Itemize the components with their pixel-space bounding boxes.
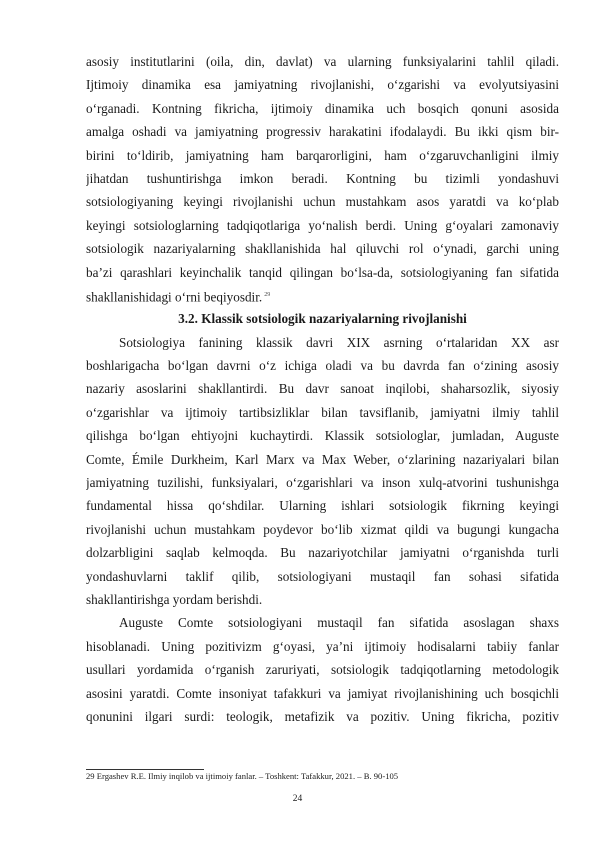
text-line: keyingi sotsiologlarning tadqiqotlariga yoʻnalish berdi. Uning gʻoyalari zamonaviy — [86, 217, 559, 233]
page-body — [86, 50, 559, 728]
text-line: jihatdan tushuntirishga imkon beradi. Kontning bu tizimli yondashuvi — [86, 170, 559, 186]
text-line: Auguste Comte sotsiologiyani mustaqil fan sifatida asoslagan shaxs — [119, 615, 559, 631]
text-line: dolzarbligini saqlab kelmoqda. Bu nazariyotchilar jamiyatni oʻrganishda turli — [86, 545, 559, 561]
text-line: asosini yaratdi. Comte insoniyat tafakkuri va jamiyat rivojlanishining uch bosqichli — [86, 685, 559, 701]
paragraph-3 — [86, 611, 559, 728]
text-line: asosiy institutlarini (oila, din, davlat) va ularning funksiyalarini tahlil qiladi. — [86, 54, 559, 69]
footnote-reference[interactable]: 29 — [264, 291, 271, 298]
footnote: 29 Ergashev R.E. Ilmiy inqilob va ijtimoiy fanlar. – Toshkent: Tafakkur, 2021. – B. 90-105 — [86, 771, 399, 781]
text-line: oʻzgarishlar va ijtimoiy tartibsizliklar bilan tavsiflanib, jamiyatni ilmiy tahlil — [86, 404, 559, 420]
page-number: 24 — [292, 794, 303, 804]
text-line: rivojlanishi uchun mustahkam poydevor boʻlib xizmat qildi va bugungi kungacha — [86, 521, 559, 537]
text-line: baʼzi qarashlari keyinchalik tanqid qilingan boʻlsa-da, sotsiologiyaning fan sifatida — [86, 264, 559, 280]
text-line: boshlarigacha boʻlgan davrni oʻz ichiga oladi va bu davrda fan oʻzining asosiy — [86, 358, 559, 374]
text-line: qonunini ilgari surdi: teologik, metafizik va pozitiv. Uning fikricha, pozitiv — [86, 708, 559, 724]
text-line: birini toʻldirib, jamiyatning ham barqarorligini, ham oʻzgaruvchanligini ilmiy — [86, 147, 559, 163]
text-line: qilishga boʻlgan ehtiyojni kuchaytirdi. Klassik sotsiologlar, jumladan, Auguste — [86, 428, 559, 444]
text-line: shakllantirishga yordam berishdi. — [86, 591, 263, 607]
text-line: sotsiologiyaning keyingi rivojlanishi uchun mustahkam asos yaratdi va koʻplab — [86, 194, 559, 210]
text-line: fundamental hissa qoʻshdilar. Ularning ishlari sotsiologik fikrning keyingi — [86, 498, 559, 514]
text-line: jamiyatning tuzilishi, funksiyalari, oʻzgarishlari va inson xulq-atvorini tushunishga — [86, 475, 559, 491]
text-line: yondashuvlarni taklif qilib, sotsiologiyani mustaqil fan sohasi sifatida — [86, 568, 559, 584]
paragraph-1 — [86, 50, 559, 307]
text-line: sotsiologik nazariyalarning shakllanishida hal qiluvchi rol oʻynadi, garchi uning — [86, 241, 559, 257]
text-line: nazariy asoslarini shakllantirdi. Bu davr sanoat inqilobi, shaharsozlik, siyosiy — [86, 381, 559, 397]
paragraph-2 — [86, 331, 559, 612]
text-line: Ijtimoiy dinamika esa jamiyatning rivojlanishi, oʻzgarishi va evolyutsiyasini — [86, 77, 559, 93]
footnote-divider — [86, 769, 204, 770]
text-fragment: shakllanishidagi oʻrni beqiyosdir. — [86, 289, 263, 305]
section-heading: 3.2. Klassik sotsiologik nazariyalarning rivojlanishi — [178, 311, 467, 327]
text-line: Sotsiologiya fanining klassik davri XIX asrning oʻrtalaridan XX asr — [119, 334, 559, 350]
text-line — [86, 284, 559, 307]
text-line: amalga oshadi va jamiyatning progressiv harakatini ifodalaydi. Bu ikki qism bir- — [86, 124, 559, 140]
text-line: hisoblanadi. Uning pozitivizm gʻoyasi, yaʼni ijtimoiy hodisalarni tabiiy fanlar — [86, 638, 559, 654]
text-line: usullari yordamida oʻrganish zaruriyati, sotsiologik tadqiqotlarning metodologik — [86, 662, 559, 678]
text-line: Comte, Émile Durkheim, Karl Marx va Max Weber, oʻzlarining nazariyalari bilan — [86, 451, 559, 467]
text-line: oʻrganadi. Kontning fikricha, ijtimoiy dinamika uch bosqich qonuni asosida — [86, 100, 559, 116]
